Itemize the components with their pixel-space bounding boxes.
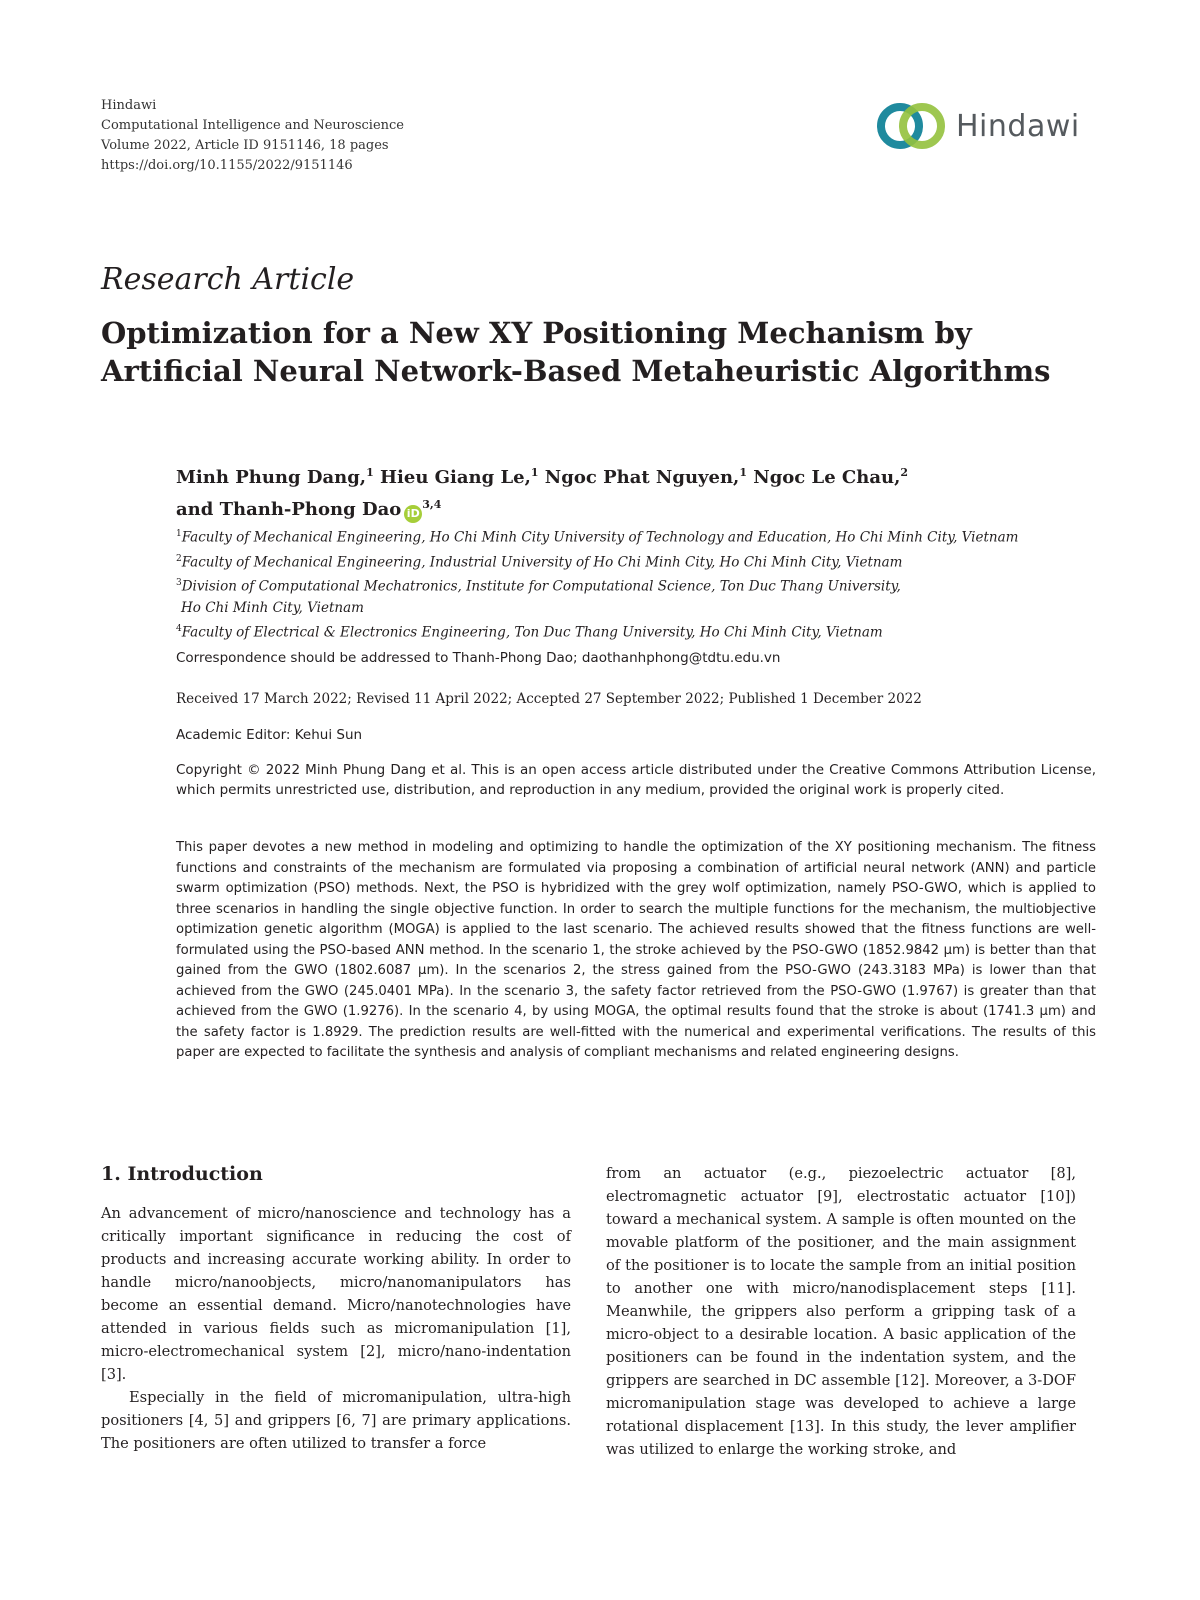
volume-info: Volume 2022, Article ID 9151146, 18 pages [101, 138, 389, 153]
orcid-icon[interactable]: iD [404, 505, 422, 523]
affiliation-continuation: Ho Chi Minh City, Vietnam [181, 599, 364, 616]
affiliation: $^3$Division of Computational Mechatronics, Institute for Computational Science, Ton Duc Thang University, [176, 578, 901, 595]
copyright-notice: Copyright © 2022 Minh Phung Dang et al. This is an open access article distributed under the Creative Commons Attribution License, which permits unrestricted use, distribution, and reproduction in any medium, provided the original work is properly cited. [176, 762, 1096, 798]
hindawi-logo-icon [874, 100, 950, 152]
paragraph: An advancement of micro/nanoscience and technology has a critically important significance in reducing the cost of products and increasing accurate working ability. In order to handle micro/nanoobjects, micro/nanomanipulators has become an essential demand. Micro/nanotechnologies have attended in various fields such as micromanipulation [1], micro-electromechanical system [2], micro/nano-indentation [3]. [101, 1205, 571, 1383]
affiliation: $^4$Faculty of Electrical & Electronics Engineering, Ton Duc Thang University, Ho Chi Minh City, Vietnam [176, 623, 883, 640]
author: Ngoc Le Chau,$^2$ [753, 466, 908, 488]
article-type: Research Article [101, 262, 355, 297]
publisher-name: Hindawi [101, 98, 157, 113]
journal-name: Computational Intelligence and Neuroscience [101, 118, 404, 133]
paragraph: Especially in the field of micromanipulation, ultra-high positioners [4, 5] and grippers [6, 7] are primary applications. The positioners are often utilized to transfer a force [101, 1389, 571, 1452]
affiliation: $^1$Faculty of Mechanical Engineering, Ho Chi Minh City University of Technology and Education, Ho Chi Minh City, Vietnam [176, 529, 1019, 546]
doi-link[interactable]: https://doi.org/10.1155/2022/9151146 [101, 158, 353, 173]
publication-dates: Received 17 March 2022; Revised 11 April 2022; Accepted 27 September 2022; Published 1 December 2022 [176, 691, 922, 707]
academic-editor: Academic Editor: Kehui Sun [176, 727, 363, 743]
author: and Thanh-Phong Dao iD$^{3,4}$ [176, 499, 441, 520]
paper-title: Optimization for a New XY Positioning Mechanism by Artificial Neural Network-Based Metaheuristic Algorithms [101, 316, 1051, 388]
section-heading: 1. Introduction [101, 1163, 263, 1185]
right-column [606, 1162, 1076, 1461]
journal-info [101, 96, 404, 176]
affiliation: $^2$Faculty of Mechanical Engineering, Industrial University of Ho Chi Minh City, Ho Chi Minh City, Vietnam [176, 553, 903, 570]
correspondence: Correspondence should be addressed to Thanh-Phong Dao; daothanhphong@tdtu.edu.vn [176, 650, 781, 666]
affiliations [176, 524, 1096, 643]
abstract: This paper devotes a new method in modeling and optimizing to handle the optimization of the XY positioning mechanism. The fitness functions and constraints of the mechanism are formulated via proposing a combination of artificial neural network (ANN) and particle swarm optimization (PSO) methods. Next, the PSO is hybridized with the grey wolf optimization, namely PSO-GWO, which is applied to three scenarios in handling the single objective function. In order to search the multiple functions for the mechanism, the multiobjective optimization genetic algorithm (MOGA) is applied to the last scenario. The achieved results showed that the fitness functions are well-formulated using the PSO-based ANN method. In the scenario 1, the stroke achieved by the PSO-GWO (1852.9842 μm) is better than that gained from the GWO (1802.6087 μm). In the scenarios 2, the stress gained from the PSO-GWO (243.3183 MPa) is lower than that achieved from the GWO (245.0401 MPa). In the scenario 3, the safety factor retrieved from the PSO-GWO (1.9767) is greater than that achieved from the GWO (1.9276). In the scenario 4, by using MOGA, the optimal results found that the stroke is about (1741.3 μm) and the safety factor is 1.8929. The prediction results are well-fitted with the numerical and experimental verifications. The results of this paper are expected to facilitate the synthesis and analysis of compliant mechanisms and related engineering designs. [176, 840, 1096, 1060]
left-column [101, 1162, 571, 1455]
hindawi-logo [874, 100, 1080, 152]
author: Ngoc Phat Nguyen,$^1$ [544, 466, 747, 488]
author: Hieu Giang Le,$^1$ [380, 466, 539, 488]
paragraph: from an actuator (e.g., piezoelectric actuator [8], electromagnetic actuator [9], electrostatic actuator [10]) toward a mechanical system. A sample is often mounted on the movable platform of the positioner, and the main assignment of the positioner is to locate the sample from an initial position to another one with micro/nanodisplacement steps [11]. Meanwhile, the grippers also perform a gripping task of a micro-object to a desirable location. A basic application of the positioners can be found in the indentation system, and the grippers are searched in DC assemble [12]. Moreover, a 3-DOF micromanipulation stage was developed to achieve a large rotational displacement [13]. In this study, the lever amplifier was utilized to enlarge the working stroke, and [606, 1165, 1076, 1458]
author: Minh Phung Dang,$^1$ [176, 466, 374, 488]
author-list [176, 459, 1076, 523]
logo-text: Hindawi [956, 108, 1080, 144]
